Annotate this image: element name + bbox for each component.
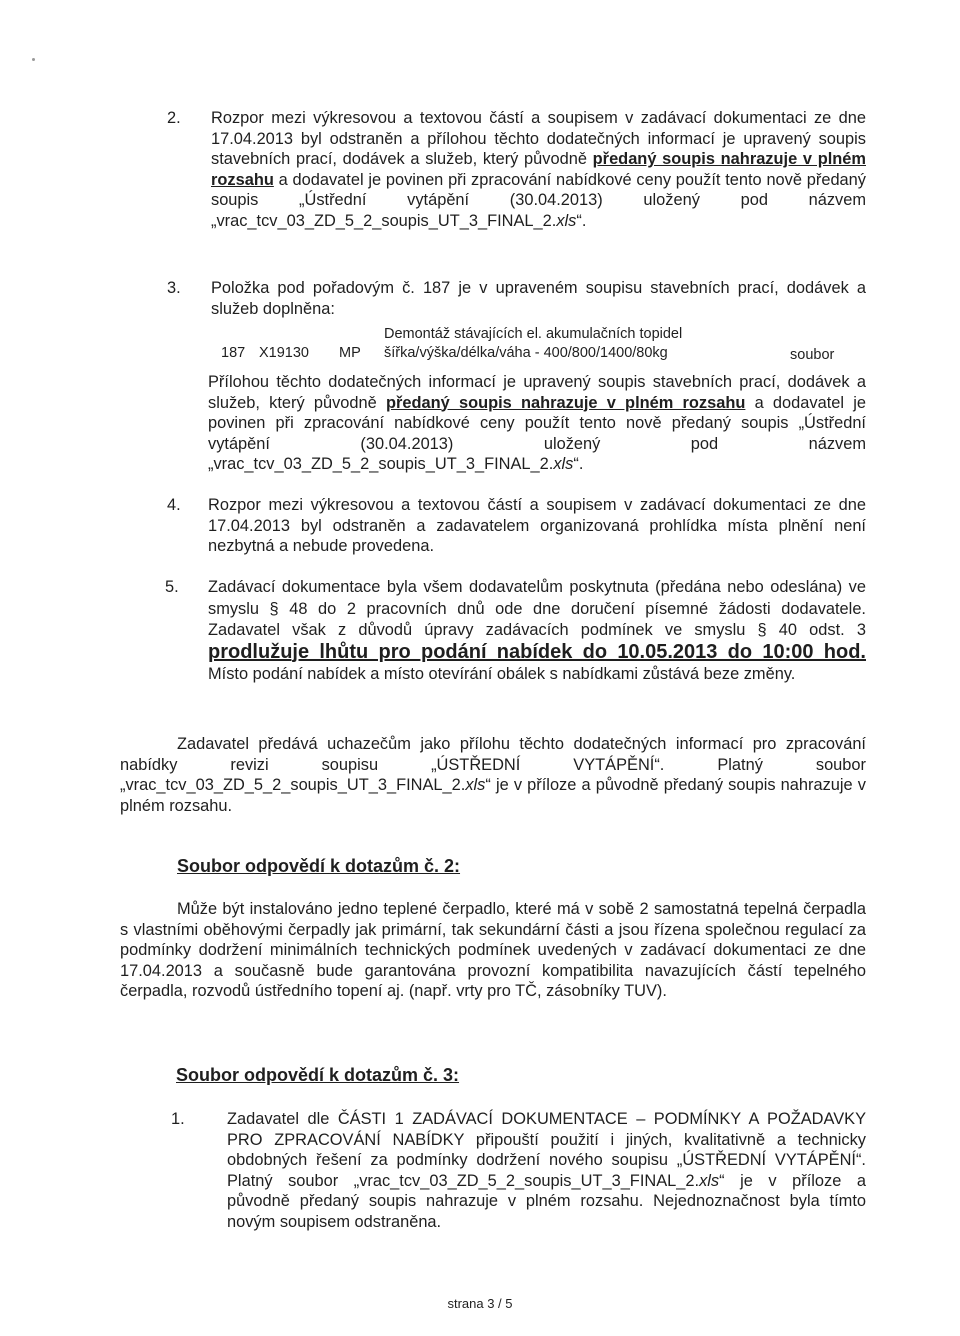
page-number: strana 3 / 5 bbox=[447, 1296, 513, 1311]
q3-answer bbox=[227, 1109, 866, 1232]
item-4-number: 4. bbox=[167, 496, 181, 514]
item-187-desc-line2: šířka/výška/délka/váha - 400/800/1400/80kg bbox=[384, 345, 668, 361]
q2-answer: Může být instalováno jedno teplené čerpadlo, které má v sobě 2 samostatná tepelná čerpadla s vlastními oběhovými čerpadly jak primární, tak sekundární části a jsou řízena společnou regulací za podmínky dodržení minimálních technických podmínek uvedených v zadávací dokumentaci ze dne 17.04.2013 a současně bude garantována provozní kompatibilita navazujících částí tepelného čerpadla, rozvodů ústředního topení aj. (např. vrty pro TČ, zásobníky TUV). bbox=[120, 900, 866, 1000]
item-5-deadline: prodlužuje lhůtu pro podání nabídek do 10.05.2013 do 10:00 hod. bbox=[208, 640, 866, 663]
item-5-text-b: Místo podání nabídek a místo otevírání obálek s nabídkami zůstává beze změny. bbox=[208, 665, 796, 683]
item-3-end: “. bbox=[573, 455, 584, 473]
scan-speck bbox=[32, 58, 35, 61]
item-3-text-b: a dodavatel je povinen při zpracování nabídkové ceny použít tento nově předaný soupis „Ústřední vytápění (30.04.2013) uložený pod názvem „vrac_tcv_03_ZD_5_2_soupis_UT_3_FINAL_2. bbox=[208, 393, 866, 473]
item-3-intro: Položka pod pořadovým č. 187 je v upraveném soupisu stavebních prací, dodávek a služeb doplněna: bbox=[211, 279, 866, 318]
q3-item-number: 1. bbox=[171, 1110, 185, 1128]
item-3-text-a: Přílohou těchto dodatečných informací je upravený soupis stavebních prací, dodávek a služeb, který původně bbox=[208, 373, 866, 412]
item-187-unit: MP bbox=[339, 345, 361, 361]
item-3-paragraph bbox=[208, 372, 866, 475]
item-5-paragraph bbox=[208, 577, 866, 686]
summary-text-a: Zadavatel předává uchazečům jako přílohu těchto dodatečných informací pro zpracování nabídky revizi soupisu „ÚSTŘEDNÍ VYTÁPĚNÍ“. Platný soubor „vrac_tcv_03_ZD_5_2_soupis_UT_3_FINAL_2. bbox=[120, 735, 866, 794]
item-2-text-a: Rozpor mezi výkresovou a textovou částí a soupisem v zadávací dokumentaci ze dne 17.04.2013 byl odstraněn a přílohou těchto dodatečných informací je upravený soupis stavebních prací, dodávek a služeb, který původně bbox=[211, 109, 866, 168]
item-2-number: 2. bbox=[167, 109, 181, 127]
item-2-end: “. bbox=[576, 211, 587, 230]
item-3-number: 3. bbox=[167, 279, 181, 297]
item-187-number: 187 bbox=[221, 345, 246, 361]
summary-paragraph bbox=[120, 734, 866, 816]
item-2-emphasis: předaný soupis nahrazuje v plném rozsahu bbox=[211, 150, 866, 189]
item-5-number: 5. bbox=[165, 578, 179, 596]
item-3-emphasis: předaný soupis nahrazuje v plném rozsahu bbox=[385, 393, 746, 412]
item-3-ext: xls bbox=[553, 455, 574, 473]
item-4-paragraph: Rozpor mezi výkresovou a textovou částí a soupisem v zadávací dokumentaci ze dne 17.04.2013 byl odstraněn a zadavatelem organizovaná prohlídka místa plnění není nezbytná a nebude provedena. bbox=[208, 496, 866, 555]
item-5-text-a: Zadávací dokumentace byla všem dodavatelům poskytnuta (předána nebo odeslána) ve smyslu § 48 do 2 pracovních dnů ode dne doručení písemné žádosti dodavatele. Zadavatel však z důvodů úpravy zadávacích podmínek ve smyslu § 40 odst. 3 bbox=[208, 578, 866, 639]
summary-text-b: “ je v příloze a původně předaný soupis nahrazuje v plném rozsahu. bbox=[120, 776, 866, 815]
item-187-code: X19130 bbox=[259, 345, 309, 361]
item-2-text-b: a dodavatel je povinen při zpracování nabídkové ceny použít tento nově předaný soupis „Ústřední vytápění (30.04.2013) uložený pod názvem „vrac_tcv_03_ZD_5_2_soupis_UT_3_FINAL_2. bbox=[211, 170, 866, 230]
q3-ext: xls bbox=[699, 1171, 720, 1190]
item-187-type: soubor bbox=[790, 347, 835, 363]
item-187-desc-line1: Demontáž stávajících el. akumulačních topidel bbox=[384, 326, 683, 342]
section-heading-q2: Soubor odpovědí k dotazům č. 2: bbox=[177, 856, 461, 876]
summary-ext: xls bbox=[465, 776, 486, 794]
section-heading-q3: Soubor odpovědí k dotazům č. 3: bbox=[176, 1065, 460, 1085]
q3-text-b: “ je v příloze a původně předaný soupis nahrazuje v plném rozsahu. Nejednoznačnost byla tímto novým soupisem odstraněna. bbox=[227, 1171, 866, 1231]
item-2-paragraph bbox=[211, 108, 866, 231]
q3-text-a: Zadavatel dle ČÁSTI 1 ZADÁVACÍ DOKUMENTACE – PODMÍNKY A POŽADAVKY PRO ZPRACOVÁNÍ NABÍDKY připouští použití i jiných, kvalitativně a technicky obdobných řešení za podmínky dodržení nového soupisu „ÚSTŘEDNÍ VYTÁPĚNÍ“. Platný soubor „vrac_tcv_03_ZD_5_2_soupis_UT_3_FINAL_2. bbox=[227, 1110, 866, 1190]
item-2-ext: xls bbox=[556, 211, 577, 230]
